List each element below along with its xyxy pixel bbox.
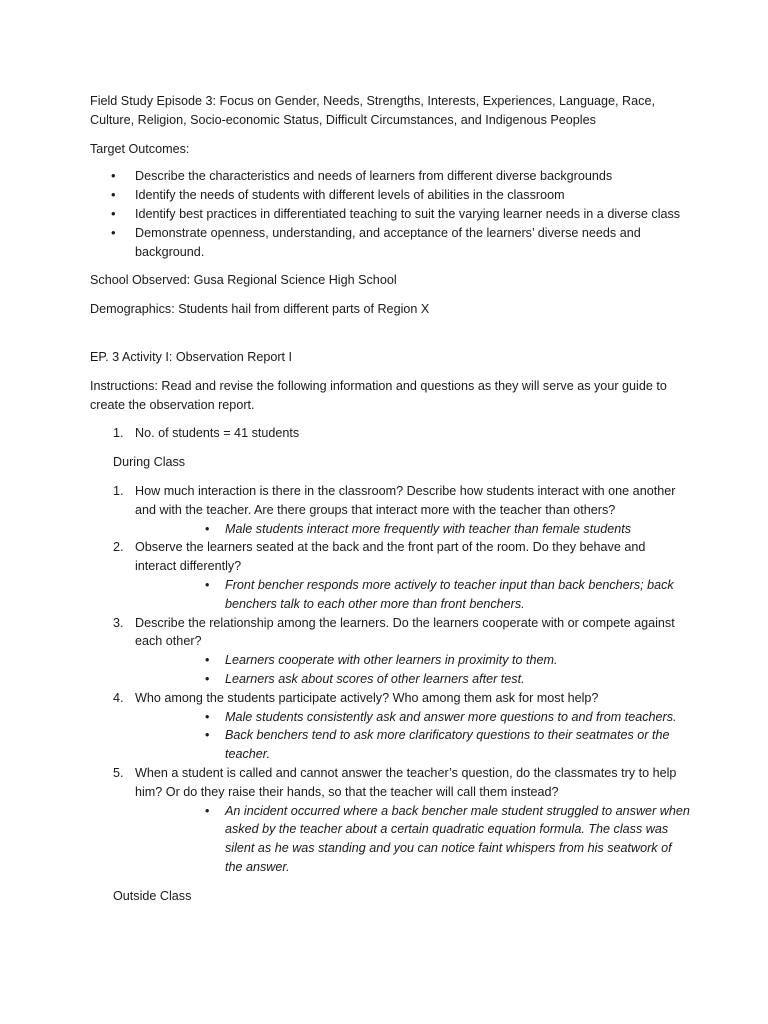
question-item	[90, 689, 690, 764]
question-number: 2.	[113, 540, 124, 555]
question-item	[90, 538, 690, 613]
during-class-heading: During Class	[113, 455, 186, 470]
answer-item: • Male students consistently ask and answer more questions to and from teachers.	[135, 708, 690, 727]
spacer	[90, 319, 690, 348]
answer-item: • Front bencher responds more actively to teacher input than back benchers; back benchers talk to each other more than front benchers.	[135, 576, 690, 614]
question-text: When a student is called and cannot answer the teacher’s question, do the classmates try to help him? Or do they raise their hands, so that the teacher will call them instead?	[135, 765, 677, 799]
page-title: Field Study Episode 3: Focus on Gender, Needs, Strengths, Interests, Experiences, Language, Race, Culture, Religion, Socio-economic Status, Difficult Circumstances, and Indigenous Peoples	[90, 94, 655, 127]
target-outcomes-list	[90, 167, 690, 261]
question-number: 1.	[113, 483, 124, 498]
document-body	[90, 92, 690, 915]
student-count: No. of students = 41 students	[135, 426, 300, 441]
question-list	[90, 482, 690, 877]
answer-list	[135, 651, 690, 689]
question-item	[90, 764, 690, 877]
demographics: Demographics: Students hail from different parts of Region X	[90, 302, 430, 317]
answer-list	[135, 576, 690, 614]
question-text: Who among the students participate actively? Who among them ask for most help?	[135, 690, 599, 705]
activity-title: EP. 3 Activity I: Observation Report I	[90, 349, 293, 364]
school-observed: School Observed: Gusa Regional Science High School	[90, 273, 397, 288]
question-text: Observe the learners seated at the back and the front part of the room. Do they behave and interact differently?	[135, 540, 646, 574]
question-number: 3.	[113, 615, 124, 630]
student-count-list	[90, 424, 690, 443]
target-outcomes-heading: Target Outcomes:	[90, 141, 190, 156]
answer-item: • Male students interact more frequently with teacher than female students	[135, 520, 690, 539]
list-item: • Identify the needs of students with different levels of abilities in the classroom	[90, 186, 690, 205]
question-number: 4.	[113, 690, 124, 705]
answer-item: • An incident occurred where a back bencher male student struggled to answer when asked by the teacher about a certain quadratic equation formula. The class was silent as he was standing and you can notice faint whispers from his seatwork of the answer.	[135, 802, 690, 877]
question-text: How much interaction is there in the classroom? Describe how students interact with one another and with the teacher. Are there groups that interact more with the teacher than others?	[135, 483, 676, 517]
instructions: Instructions: Read and revise the following information and questions as they will serve as your guide to create the observation report.	[90, 378, 667, 412]
list-number: 1.	[113, 426, 124, 441]
question-text: Describe the relationship among the learners. Do the learners cooperate with or compete against each other?	[135, 615, 675, 649]
answer-list	[135, 802, 690, 877]
answer-list	[135, 708, 690, 764]
answer-item: • Back benchers tend to ask more clarificatory questions to their seatmates or the teacher.	[135, 726, 690, 764]
answer-item: • Learners cooperate with other learners in proximity to them.	[135, 651, 690, 670]
list-item	[90, 424, 690, 443]
answer-list	[135, 520, 690, 539]
question-item	[90, 482, 690, 538]
list-item: • Describe the characteristics and needs of learners from different diverse backgrounds	[90, 167, 690, 186]
list-item: • Demonstrate openness, understanding, and acceptance of the learners’ diverse needs and background.	[90, 224, 690, 262]
question-item	[90, 614, 690, 689]
answer-item: • Learners ask about scores of other learners after test.	[135, 670, 690, 689]
outside-class-heading: Outside Class	[113, 888, 192, 903]
list-item: • Identify best practices in differentiated teaching to suit the varying learner needs in a diverse class	[90, 205, 690, 224]
question-number: 5.	[113, 765, 124, 780]
